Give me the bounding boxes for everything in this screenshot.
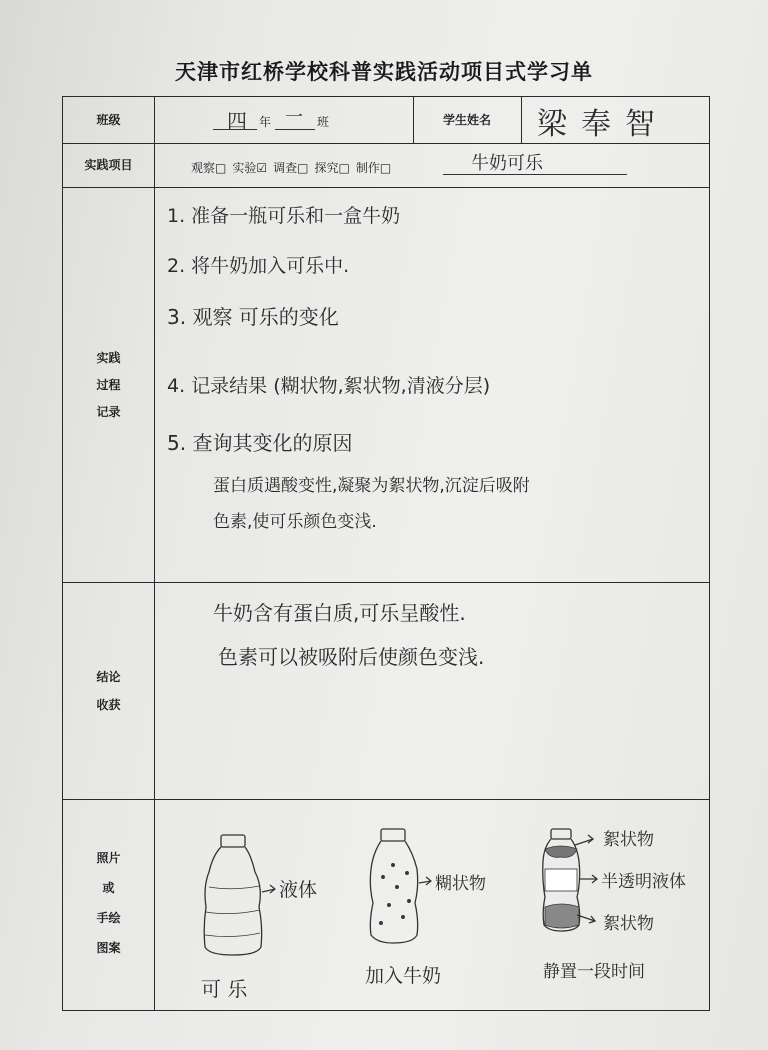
grade-unit: 年: [259, 115, 272, 129]
settled-caption: 静置一段时间: [543, 962, 645, 982]
cola-liquid-label: 液体: [279, 879, 318, 901]
conclusion-line: 牛奶含有蛋白质,可乐呈酸性.: [213, 601, 466, 625]
project-type-option-label: 观察: [191, 161, 216, 175]
translucent-liquid-label: 半透明液体: [601, 872, 686, 892]
process-step: 5. 查询其变化的原因: [167, 431, 353, 455]
conclusion-label-line: 结论: [96, 670, 121, 684]
empty-box-icon[interactable]: □: [215, 161, 227, 175]
process-label-line: 过程: [96, 378, 121, 392]
drawing-label-line: 或: [102, 881, 115, 895]
worksheet-title: 天津市红桥学校科普实践活动项目式学习单: [175, 60, 593, 84]
worksheet-table: [62, 96, 710, 1011]
floc-bottom-label: 絮状物: [603, 914, 654, 934]
empty-box-icon[interactable]: □: [379, 161, 392, 175]
student-name-value: 梁奉智: [537, 107, 669, 142]
reason-line: 色素,使可乐颜色变浅.: [213, 512, 377, 532]
class-label: 班级: [96, 113, 121, 127]
drawing-label-line: 照片: [96, 851, 121, 865]
milk-cola-bottle-drawing: [370, 829, 431, 943]
project-name-value: 牛奶可乐: [471, 153, 543, 174]
project-type-option-label: 制作: [355, 161, 380, 175]
conclusion-label-line: 收获: [96, 698, 121, 712]
settled-bottle-drawing: [543, 829, 597, 931]
milk-cola-caption: 加入牛奶: [365, 965, 442, 987]
process-step: 3. 观察 可乐的变化: [167, 305, 339, 329]
drawing-label-line: 手绘: [96, 911, 121, 925]
project-type-option-label: 实验: [232, 161, 257, 175]
paste-label: 糊状物: [435, 874, 486, 894]
process-label-line: 实践: [96, 351, 121, 365]
project-type-label: 实践项目: [84, 158, 133, 172]
class-value: 一: [285, 107, 303, 128]
project-type-option-label: 调查: [273, 161, 298, 175]
process-step: 4. 记录结果 (糊状物,絮状物,清液分层): [167, 375, 491, 397]
class-unit: 班: [317, 115, 330, 129]
cola-caption: 可 乐: [201, 977, 248, 1001]
drawing-label-line: 图案: [96, 941, 121, 955]
empty-box-icon[interactable]: □: [338, 161, 350, 175]
empty-box-icon[interactable]: □: [297, 161, 309, 175]
cola-bottle-drawing: [204, 835, 275, 955]
floc-top-label: 絮状物: [603, 830, 654, 850]
process-label-line: 记录: [96, 405, 121, 419]
conclusion-line: 色素可以被吸附后使颜色变浅.: [218, 645, 485, 669]
process-step: 1. 准备一瓶可乐和一盒牛奶: [167, 205, 401, 227]
reason-line: 蛋白质遇酸变性,凝聚为絮状物,沉淀后吸附: [213, 476, 530, 496]
student-name-label: 学生姓名: [442, 113, 491, 127]
checked-box-icon[interactable]: ☑: [256, 161, 268, 175]
process-step: 2. 将牛奶加入可乐中.: [167, 255, 350, 277]
grade-value: 四: [227, 109, 247, 133]
project-type-option-label: 探究: [314, 161, 339, 175]
